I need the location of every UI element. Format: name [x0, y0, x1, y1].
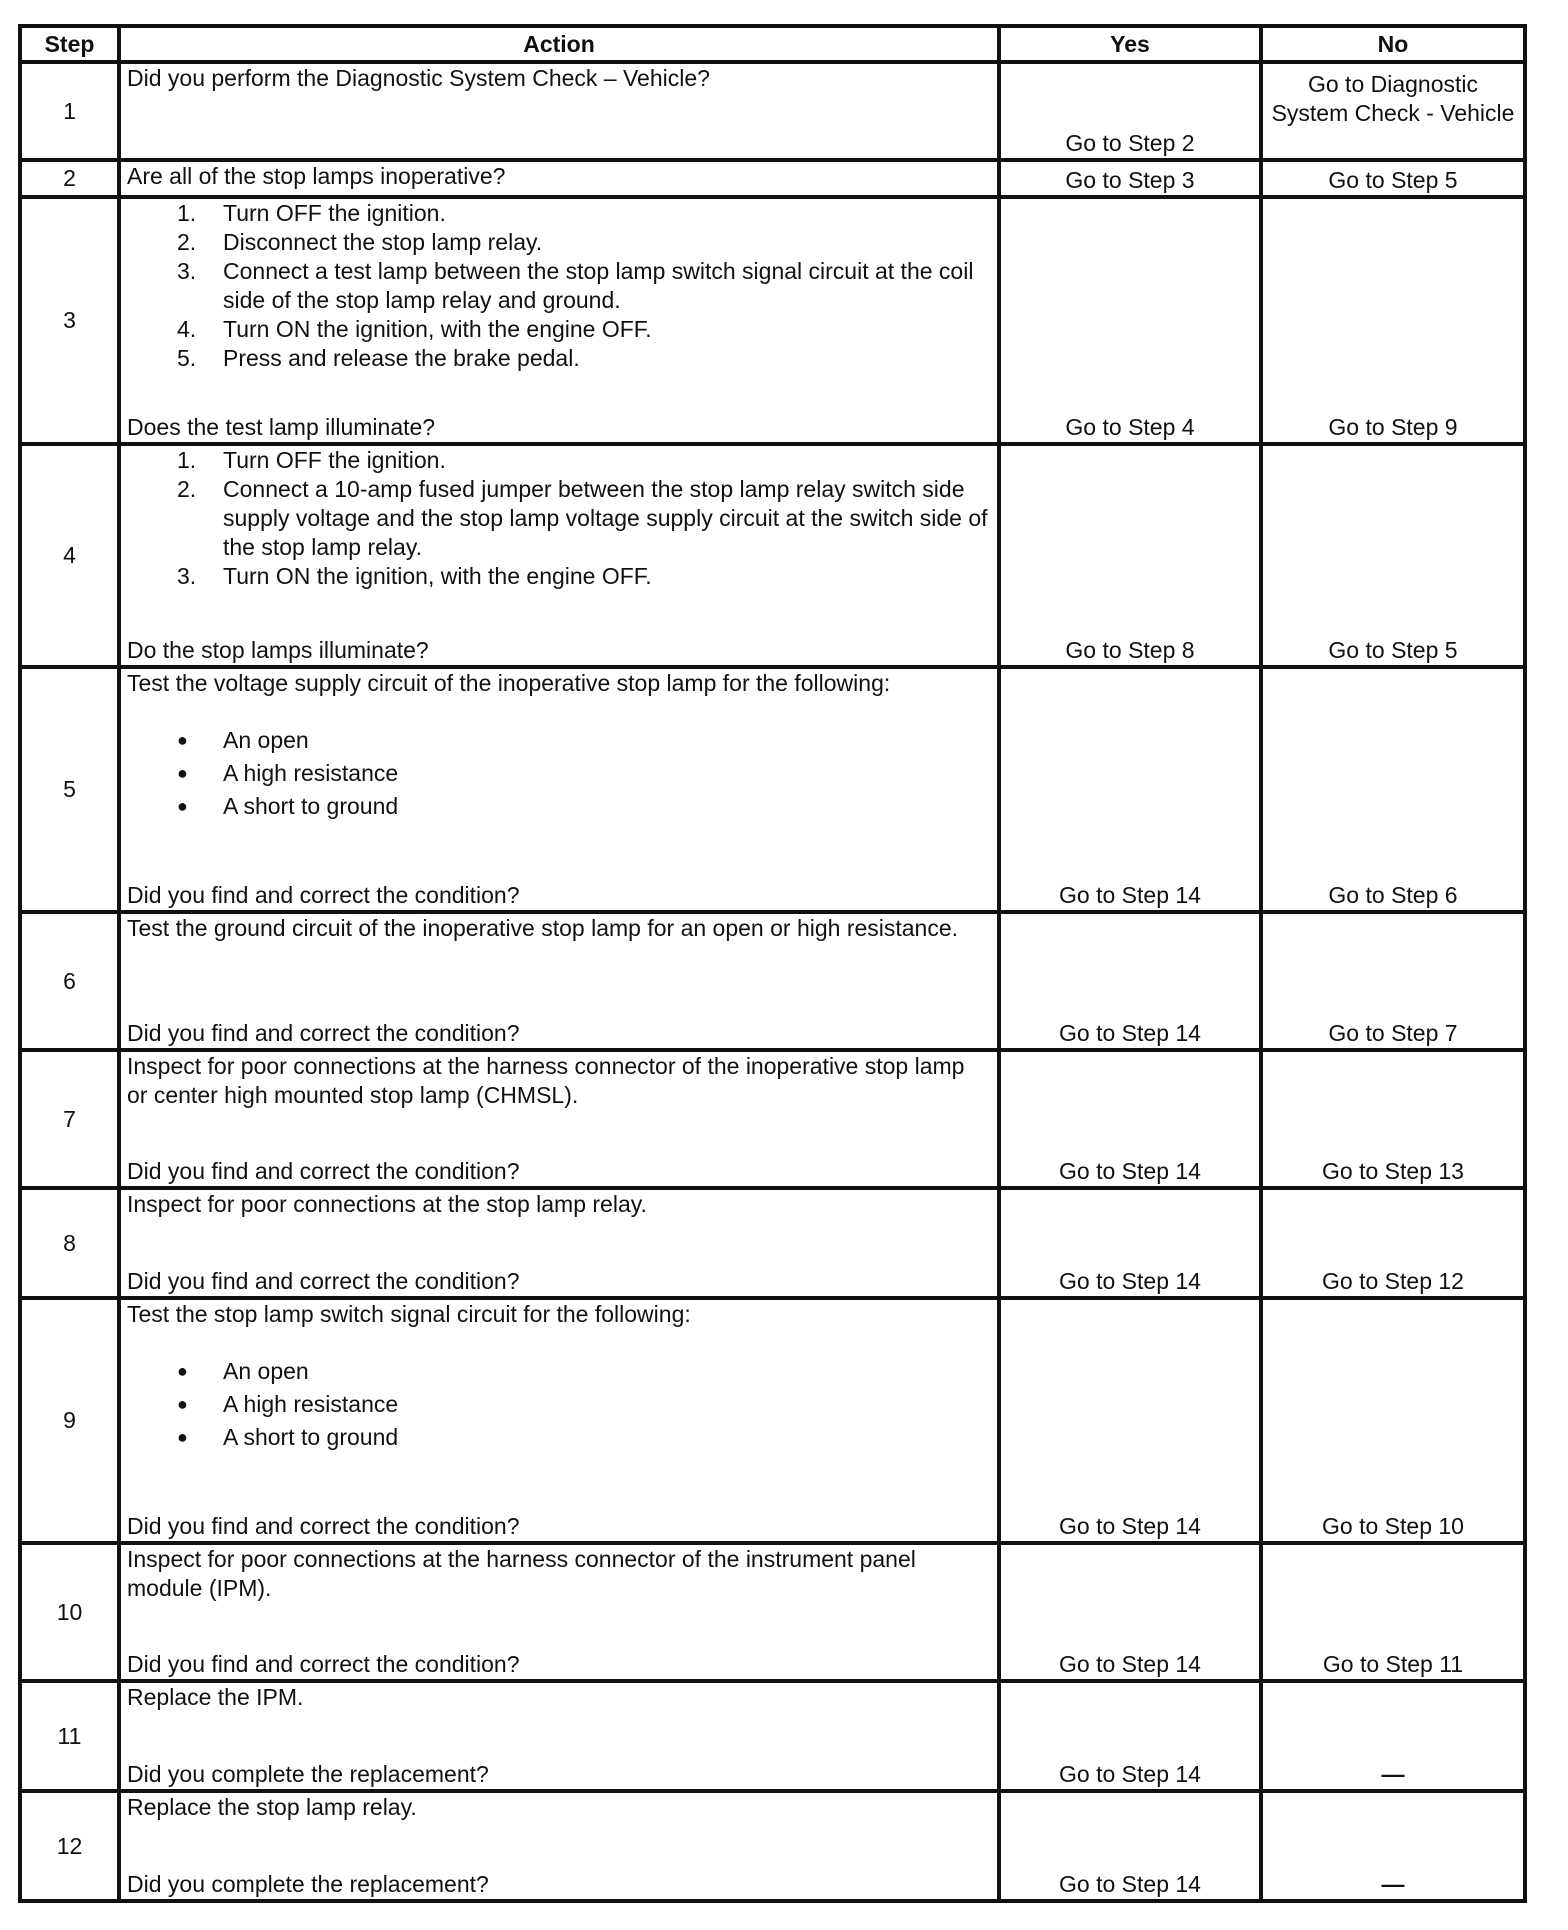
no-result: Go to Step 5	[1328, 637, 1458, 663]
bullet-text: A short to ground	[223, 793, 399, 819]
step-index: 3.	[177, 258, 197, 284]
action-intro: Test the stop lamp switch signal circuit for the following:	[127, 1301, 691, 1327]
numbered-step	[127, 344, 991, 373]
step-number: 3	[20, 197, 119, 444]
bullet-item	[127, 1388, 991, 1421]
bullet-text: A high resistance	[223, 1391, 399, 1417]
no-result: —	[1381, 1761, 1405, 1787]
bullet-icon: ●	[177, 796, 188, 816]
numbered-step	[127, 562, 991, 591]
no-result: Go to Step 6	[1328, 882, 1458, 908]
yes-result-content	[1005, 162, 1255, 195]
yes-result: Go to Step 2	[1065, 130, 1195, 156]
bullet-text: A high resistance	[223, 760, 399, 786]
action-question: Did you complete the replacement?	[127, 1871, 489, 1897]
step-number: 6	[20, 912, 119, 1050]
yes-result-content	[1005, 199, 1255, 442]
no-result-cell	[1261, 444, 1525, 667]
action-intro: Inspect for poor connections at the harness connector of the inoperative stop lamp or center high mounted stop lamp (CHMSL).	[127, 1053, 965, 1108]
step-number: 4	[20, 444, 119, 667]
yes-result-cell	[999, 667, 1261, 912]
no-result: Go to Diagnostic System Check - Vehicle	[1271, 71, 1515, 126]
no-result-cell	[1261, 1050, 1525, 1188]
step-number: 12	[20, 1791, 119, 1901]
yes-result: Go to Step 14	[1059, 1268, 1201, 1294]
step-number: 10	[20, 1543, 119, 1681]
yes-result-cell	[999, 1791, 1261, 1901]
table-row	[20, 912, 1525, 1050]
action-intro: Replace the IPM.	[127, 1684, 304, 1710]
table-row	[20, 1188, 1525, 1298]
no-result-content	[1267, 1545, 1519, 1679]
header-action: Action	[119, 26, 999, 62]
action-intro: Inspect for poor connections at the harness connector of the instrument panel module (IPM).	[127, 1546, 916, 1601]
yes-result: Go to Step 14	[1059, 1651, 1201, 1677]
step-index: 3.	[177, 563, 197, 589]
action-cell	[119, 1543, 999, 1681]
yes-result-content	[1005, 1052, 1255, 1186]
action-question: Did you find and correct the condition?	[127, 882, 520, 908]
no-result-cell	[1261, 160, 1525, 197]
action-question: Do the stop lamps illuminate?	[127, 637, 429, 663]
no-result-content	[1267, 199, 1519, 442]
action-cell	[119, 444, 999, 667]
no-result-cell	[1261, 1188, 1525, 1298]
numbered-step	[127, 446, 991, 475]
no-result-cell	[1261, 1681, 1525, 1791]
step-text: Turn ON the ignition, with the engine OFF.	[223, 316, 652, 342]
action-cell	[119, 1791, 999, 1901]
action-content	[127, 1683, 991, 1789]
action-cell	[119, 1681, 999, 1791]
yes-result: Go to Step 14	[1059, 1020, 1201, 1046]
no-result: —	[1381, 1871, 1405, 1897]
action-intro: Are all of the stop lamps inoperative?	[127, 163, 506, 189]
no-result-cell	[1261, 62, 1525, 160]
action-intro: Test the voltage supply circuit of the inoperative stop lamp for the following:	[127, 670, 891, 696]
no-result-cell	[1261, 912, 1525, 1050]
bullet-list	[127, 724, 991, 823]
yes-result-content	[1005, 1190, 1255, 1296]
action-cell	[119, 160, 999, 197]
action-question: Did you find and correct the condition?	[127, 1020, 520, 1046]
action-question: Did you find and correct the condition?	[127, 1513, 520, 1539]
yes-result-content	[1005, 64, 1255, 158]
yes-result-cell	[999, 1298, 1261, 1543]
no-result: Go to Step 7	[1328, 1020, 1458, 1046]
step-text: Turn OFF the ignition.	[223, 447, 446, 473]
table-body	[20, 62, 1525, 1901]
action-question: Did you find and correct the condition?	[127, 1651, 520, 1677]
step-text: Turn ON the ignition, with the engine OFF.	[223, 563, 652, 589]
step-number: 9	[20, 1298, 119, 1543]
yes-result-content	[1005, 1793, 1255, 1899]
action-cell	[119, 1188, 999, 1298]
action-content	[127, 914, 991, 1048]
table-row	[20, 197, 1525, 444]
step-number: 1	[20, 62, 119, 160]
yes-result-content	[1005, 669, 1255, 910]
action-cell	[119, 197, 999, 444]
yes-result-cell	[999, 912, 1261, 1050]
action-question: Does the test lamp illuminate?	[127, 414, 436, 440]
no-result-content	[1267, 1683, 1519, 1789]
header-step: Step	[20, 26, 119, 62]
yes-result-cell	[999, 444, 1261, 667]
yes-result-content	[1005, 1300, 1255, 1541]
header-row	[20, 26, 1525, 62]
no-result-content	[1267, 162, 1519, 195]
step-number: 2	[20, 160, 119, 197]
action-cell	[119, 667, 999, 912]
numbered-step	[127, 257, 991, 315]
yes-result-cell	[999, 1681, 1261, 1791]
step-index: 4.	[177, 316, 197, 342]
table-row	[20, 160, 1525, 197]
step-text: Disconnect the stop lamp relay.	[223, 229, 543, 255]
yes-result: Go to Step 14	[1059, 1513, 1201, 1539]
no-result: Go to Step 13	[1322, 1158, 1464, 1184]
yes-result: Go to Step 8	[1065, 637, 1195, 663]
action-cell	[119, 912, 999, 1050]
action-content	[127, 162, 991, 195]
numbered-step	[127, 315, 991, 344]
action-content	[127, 199, 991, 442]
yes-result: Go to Step 3	[1065, 167, 1195, 193]
numbered-steps	[127, 199, 991, 373]
bullet-item	[127, 1355, 991, 1388]
bullet-text: An open	[223, 1358, 309, 1384]
action-intro: Replace the stop lamp relay.	[127, 1794, 417, 1820]
step-index: 5.	[177, 345, 197, 371]
bullet-icon: ●	[177, 1361, 188, 1381]
action-content	[127, 1300, 991, 1541]
yes-result: Go to Step 14	[1059, 1761, 1201, 1787]
table-row	[20, 1681, 1525, 1791]
action-question: Did you find and correct the condition?	[127, 1268, 520, 1294]
no-result-content	[1267, 669, 1519, 910]
step-number: 8	[20, 1188, 119, 1298]
action-content	[127, 1052, 991, 1186]
yes-result: Go to Step 14	[1059, 1871, 1201, 1897]
no-result-cell	[1261, 1543, 1525, 1681]
step-text: Turn OFF the ignition.	[223, 200, 446, 226]
yes-result: Go to Step 14	[1059, 1158, 1201, 1184]
action-content	[127, 1545, 991, 1679]
no-result-cell	[1261, 197, 1525, 444]
action-content	[127, 669, 991, 910]
no-result-content	[1267, 446, 1519, 665]
no-result-content	[1267, 1793, 1519, 1899]
header-yes: Yes	[999, 26, 1261, 62]
step-index: 1.	[177, 200, 197, 226]
action-question: Did you find and correct the condition?	[127, 1158, 520, 1184]
numbered-step	[127, 228, 991, 257]
no-result-content	[1267, 914, 1519, 1048]
bullet-text: A short to ground	[223, 1424, 399, 1450]
yes-result-cell	[999, 1050, 1261, 1188]
yes-result-cell	[999, 62, 1261, 160]
header-no: No	[1261, 26, 1525, 62]
action-cell	[119, 1050, 999, 1188]
yes-result: Go to Step 14	[1059, 882, 1201, 908]
step-number: 11	[20, 1681, 119, 1791]
table-row	[20, 1791, 1525, 1901]
no-result: Go to Step 5	[1328, 167, 1458, 193]
action-cell	[119, 1298, 999, 1543]
action-content	[127, 1190, 991, 1296]
yes-result-content	[1005, 914, 1255, 1048]
bullet-icon: ●	[177, 1427, 188, 1447]
bullet-item	[127, 724, 991, 757]
step-index: 2.	[177, 229, 197, 255]
no-result-content	[1267, 1190, 1519, 1296]
no-result-content	[1267, 64, 1519, 158]
yes-result-content	[1005, 1683, 1255, 1789]
no-result-cell	[1261, 1791, 1525, 1901]
action-intro: Did you perform the Diagnostic System Check – Vehicle?	[127, 65, 710, 91]
bullet-item	[127, 1421, 991, 1454]
action-content	[127, 64, 991, 158]
step-number: 5	[20, 667, 119, 912]
numbered-step	[127, 199, 991, 228]
diagnostic-table	[18, 24, 1527, 1903]
step-text: Connect a 10-amp fused jumper between the stop lamp relay switch side supply voltage and the stop lamp voltage supply circuit at the switch side of the stop lamp relay.	[223, 476, 988, 560]
step-index: 1.	[177, 447, 197, 473]
no-result-cell	[1261, 667, 1525, 912]
no-result-content	[1267, 1052, 1519, 1186]
no-result: Go to Step 10	[1322, 1513, 1464, 1539]
step-index: 2.	[177, 476, 197, 502]
table-row	[20, 444, 1525, 667]
action-question: Did you complete the replacement?	[127, 1761, 489, 1787]
numbered-step	[127, 475, 991, 562]
yes-result-content	[1005, 1545, 1255, 1679]
action-intro: Inspect for poor connections at the stop lamp relay.	[127, 1191, 647, 1217]
table-row	[20, 1298, 1525, 1543]
yes-result-cell	[999, 160, 1261, 197]
table-row	[20, 1050, 1525, 1188]
bullet-icon: ●	[177, 763, 188, 783]
action-cell	[119, 62, 999, 160]
yes-result-cell	[999, 1543, 1261, 1681]
no-result: Go to Step 11	[1322, 1651, 1464, 1677]
yes-result-content	[1005, 446, 1255, 665]
action-content	[127, 1793, 991, 1899]
bullet-list	[127, 1355, 991, 1454]
bullet-icon: ●	[177, 1394, 188, 1414]
bullet-text: An open	[223, 727, 309, 753]
table-row	[20, 62, 1525, 160]
no-result: Go to Step 9	[1328, 414, 1458, 440]
yes-result-cell	[999, 197, 1261, 444]
yes-result-cell	[999, 1188, 1261, 1298]
bullet-item	[127, 790, 991, 823]
no-result-content	[1267, 1300, 1519, 1541]
action-intro: Test the ground circuit of the inoperative stop lamp for an open or high resistance.	[127, 915, 959, 941]
bullet-icon: ●	[177, 730, 188, 750]
no-result-cell	[1261, 1298, 1525, 1543]
step-text: Connect a test lamp between the stop lamp switch signal circuit at the coil side of the stop lamp relay and ground.	[223, 258, 974, 313]
yes-result: Go to Step 4	[1065, 414, 1195, 440]
table-row	[20, 1543, 1525, 1681]
bullet-item	[127, 757, 991, 790]
step-text: Press and release the brake pedal.	[223, 345, 580, 371]
step-number: 7	[20, 1050, 119, 1188]
no-result: Go to Step 12	[1322, 1268, 1464, 1294]
action-content	[127, 446, 991, 665]
table-row	[20, 667, 1525, 912]
numbered-steps	[127, 446, 991, 591]
